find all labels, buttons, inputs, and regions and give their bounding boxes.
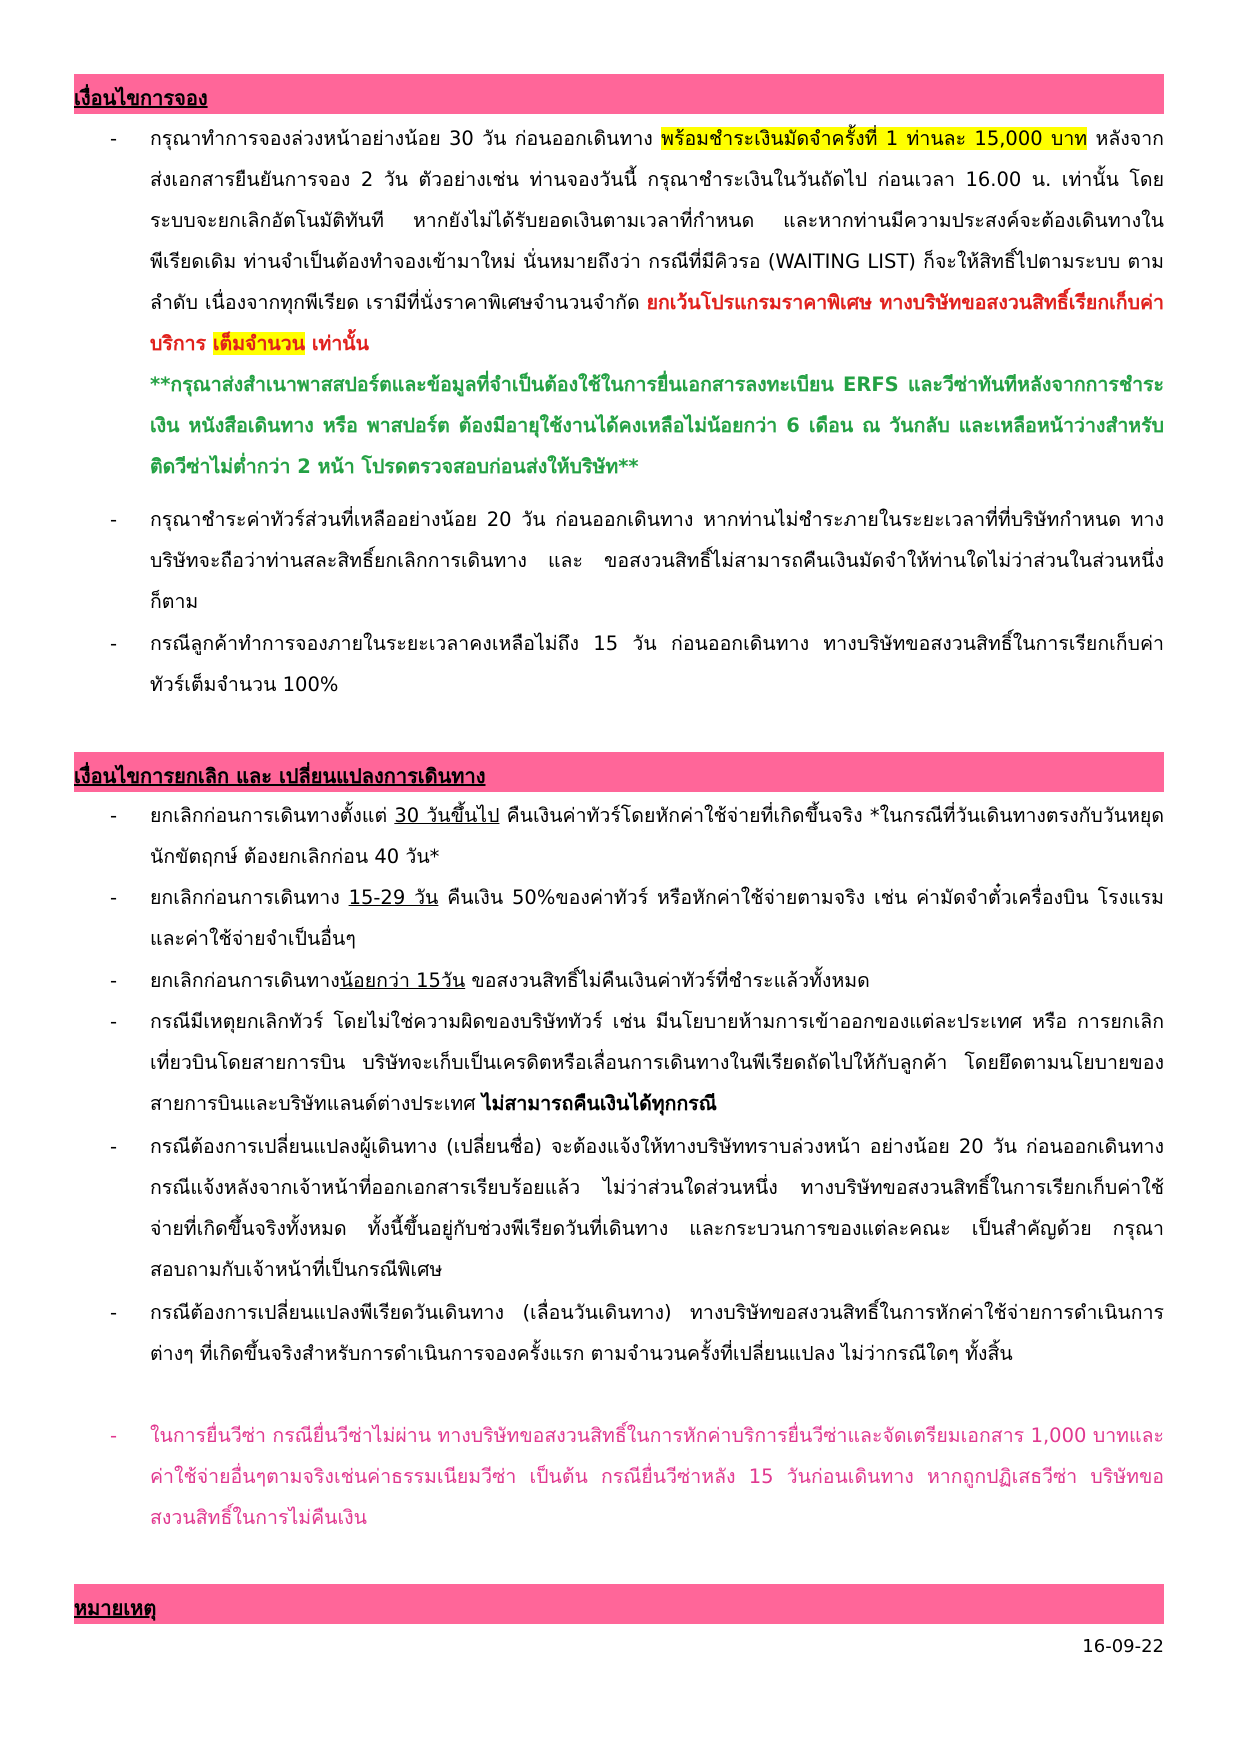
booking-text: กรุณาชำระค่าทัวร์ส่วนที่เหลืออย่างน้อย 20 วัน ก่อนออกเดินทาง หากท่านไม่ชำระภายในระยะเวลาที่ที่บริษัทกำหนด ทางบริษัทจะถือว่าท่านสละสิทธิ์ยกเลิกการเดินทาง และ ขอสงวนสิทธิ์ไม่สามารถคืนเงินมัดจำให้ท่านใดไม่ว่าส่วนในส่วนหนึ่งก็ตาม bbox=[150, 508, 1164, 613]
cancel-item-5 bbox=[110, 1126, 1164, 1290]
cancel-text: ในการยื่นวีซ่า กรณียื่นวีซ่าไม่ผ่าน ทางบริษัทขอสงวนสิทธิ์ในการหักค่าบริการยื่นวีซ่าและจัดเตรียมเอกสาร 1,000 บาทและค่าใช้จ่ายอื่นๆตามจริงเช่นค่าธรรมเนียมวีซ่า เป็นต้น กรณียื่นวีซ่าหลัง 15 วันก่อนเดินทาง หากถูกปฏิเสธวีซ่า บริษัทขอสงวนสิทธิ์ในการไม่คืนเงิน bbox=[150, 1424, 1164, 1529]
bullet-dash: - bbox=[110, 969, 118, 992]
cancel-text: กรณีต้องการเปลี่ยนแปลงผู้เดินทาง (เปลี่ยนชื่อ) จะต้องแจ้งให้ทางบริษัททราบล่วงหน้า อย่างน้อย 20 วัน ก่อนออกเดินทาง กรณีแจ้งหลังจากเจ้าหน้าที่ออกเอกสารเรียบร้อยแล้ว ไม่ว่าส่วนใดส่วนหนึ่ง ทางบริษัทขอสงวนสิทธิ์ในการเรียกเก็บค่าใช้จ่ายที่เกิดขึ้นจริงทั้งหมด ทั้งนี้ขึ้นอยู่กับช่วงพีเรียดวันที่เดินทาง และกระบวนการของแต่ละคณะ เป็นสำคัญด้วย กรุณาสอบถามกับเจ้าหน้าที่เป็นกรณีพิเศษ bbox=[150, 1135, 1164, 1281]
cancel-item-6 bbox=[110, 1292, 1164, 1374]
cancel-item-2 bbox=[110, 877, 1164, 959]
booking-text: กรณีลูกค้าทำการจองภายในระยะเวลาคงเหลือไม่ถึง 15 วัน ก่อนออกเดินทาง ทางบริษัทขอสงวนสิทธิ์ในการเรียกเก็บค่าทัวร์เต็มจำนวน 100% bbox=[150, 632, 1164, 696]
cancel-item-1 bbox=[110, 795, 1164, 877]
underlined-period: น้อยกว่า 15วัน bbox=[339, 969, 466, 992]
bullet-dash: - bbox=[110, 127, 118, 150]
cancel-item-3 bbox=[110, 960, 1164, 1001]
red-highlight-full-amount: เต็มจำนวน bbox=[212, 332, 306, 355]
bullet-dash: - bbox=[110, 632, 118, 655]
cancel-item-7 bbox=[110, 1415, 1164, 1538]
footer-date: 16-09-22 bbox=[1082, 1636, 1164, 1657]
bullet-dash: - bbox=[110, 804, 118, 827]
bullet-dash: - bbox=[110, 1135, 118, 1158]
bullet-dash: - bbox=[110, 1424, 118, 1447]
cancel-text: คืนเงินค่าทัวร์โดยหักค่าใช้จ่ายที่เกิดขึ้นจริง *ในกรณีที่วันเดินทางตรงกับวันหยุดนักขัตฤกษ์ ต้องยกเลิกก่อน 40 วัน* bbox=[150, 804, 1164, 868]
highlight-deposit: พร้อมชำระเงินมัดจำครั้งที่ 1 ท่านละ 15,000 บาท bbox=[661, 127, 1088, 150]
section-header-booking bbox=[74, 74, 1164, 114]
bullet-dash: - bbox=[110, 1301, 118, 1324]
cancel-text: ขอสงวนสิทธิ์ไม่คืนเงินค่าทัวร์ที่ชำระแล้วทั้งหมด bbox=[465, 969, 870, 992]
booking-item-1 bbox=[110, 118, 1164, 487]
cancel-text: คืนเงิน 50%ของค่าทัวร์ หรือหักค่าใช้จ่ายตามจริง เช่น ค่ามัดจำตั๋วเครื่องบิน โรงแรม และค่าใช้จ่ายจำเป็นอื่นๆ bbox=[150, 886, 1164, 950]
cancel-text: กรณีต้องการเปลี่ยนแปลงพีเรียดวันเดินทาง (เลื่อนวันเดินทาง) ทางบริษัทขอสงวนสิทธิ์ในการหักค่าใช้จ่ายการดำเนินการต่างๆ ที่เกิดขึ้นจริงสำหรับการดำเนินการจองครั้งแรก ตามจำนวนครั้งที่เปลี่ยนแปลง ไม่ว่ากรณีใดๆ ทั้งสิ้น bbox=[150, 1301, 1164, 1365]
section-title: เงื่อนไขการยกเลิก และ เปลี่ยนแปลงการเดินทาง bbox=[74, 764, 486, 788]
bullet-dash: - bbox=[110, 886, 118, 909]
section-header-cancel bbox=[74, 752, 1164, 792]
booking-item-3 bbox=[110, 623, 1164, 705]
red-exception-text: ยกเว้นโปรแกรมราคาพิเศษ ทางบริษัทขอสงวนสิทธิ์เรียกเก็บค่าบริการ bbox=[150, 291, 1164, 355]
section-header-notes bbox=[74, 1584, 1164, 1624]
bullet-dash: - bbox=[110, 1010, 118, 1033]
cancel-text: ยกเลิกก่อนการเดินทางตั้งแต่ bbox=[150, 804, 395, 827]
underlined-period: 15-29 วัน bbox=[348, 886, 439, 909]
green-passport-notice: **กรุณาส่งสำเนาพาสสปอร์ตและข้อมูลที่จำเป็นต้องใช้ในการยื่นเอกสารลงทะเบียน ERFS และวีซ่าทันทีหลังจากการชำระเงิน หนังสือเดินทาง หรือ พาสปอร์ต ต้องมีอายุใช้งานได้คงเหลือไม่น้อยกว่า 6 เดือน ณ วันกลับ และเหลือหน้าว่างสำหรับติดวีซ่าไม่ต่ำกว่า 2 หน้า โปรดตรวจสอบก่อนส่งให้บริษัท** bbox=[150, 373, 1164, 478]
cancel-text: ยกเลิกก่อนการเดินทาง bbox=[150, 969, 340, 992]
bold-no-refund: ไม่สามารถคืนเงินได้ทุกกรณี bbox=[481, 1092, 717, 1115]
cancel-text: ยกเลิกก่อนการเดินทาง bbox=[150, 886, 349, 909]
red-only-text: เท่านั้น bbox=[305, 332, 369, 355]
booking-text-1: กรุณาทำการจองล่วงหน้าอย่างน้อย 30 วัน ก่อนออกเดินทาง bbox=[150, 127, 662, 150]
booking-item-2 bbox=[110, 499, 1164, 622]
section-title: หมายเหตุ bbox=[74, 1596, 157, 1620]
bullet-dash: - bbox=[110, 508, 118, 531]
cancel-item-4 bbox=[110, 1001, 1164, 1124]
booking-text-2: หลังจากส่งเอกสารยืนยันการจอง 2 วัน ตัวอย่างเช่น ท่านจองวันนี้ กรุณาชำระเงินในวันถัดไป ก่อนเวลา 16.00 น. เท่านั้น โดยระบบจะยกเลิกอัตโนมัติทันที หากยังไม่ได้รับยอดเงินตามเวลาที่กำหนด และหากท่านมีความประสงค์จะต้องเดินทางในพีเรียดเดิม ท่านจำเป็นต้องทำจองเข้ามาใหม่ นั่นหมายถึงว่า กรณีที่มีคิวรอ (WAITING LIST) ก็จะให้สิทธิ์ไปตามระบบ ตามลำดับ เนื่องจากทุกพีเรียด เรามีที่นั่งราคาพิเศษจำนวนจำกัด bbox=[150, 127, 1164, 314]
section-title: เงื่อนไขการจอง bbox=[74, 86, 208, 110]
underlined-period: 30 วันขึ้นไป bbox=[394, 804, 500, 827]
cancel-text: กรณีมีเหตุยกเลิกทัวร์ โดยไม่ใช่ความผิดของบริษัททัวร์ เช่น มีนโยบายห้ามการเข้าออกของแต่ละประเทศ หรือ การยกเลิกเที่ยวบินโดยสายการบิน บริษัทจะเก็บเป็นเครดิตหรือเลื่อนการเดินทางในพีเรียดถัดไปให้กับลูกค้า โดยยึดตามนโยบายของสายการบินและบริษัทแลนด์ต่างประเทศ bbox=[150, 1010, 1164, 1115]
